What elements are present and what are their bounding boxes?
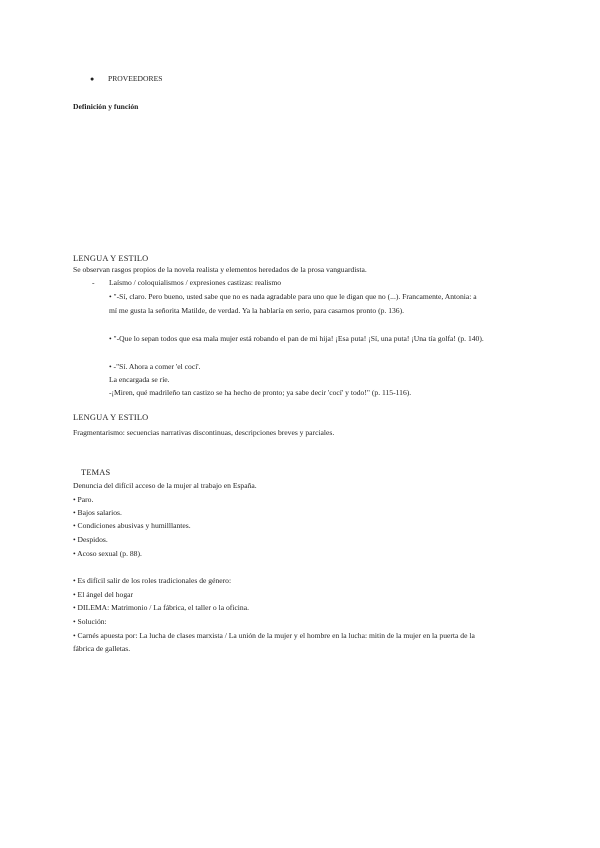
quote-1-line-1: • "-Sí, claro. Pero bueno, usted sabe que no es nada agradable para uno que le digan que no (...). Francamente, Antonia: a (109, 292, 477, 301)
dash-marker: - (92, 278, 95, 287)
quote-1-line-2: mí me gusta la señorita Matilde, de verdad. Ya la hablaría en serio, para casarnos pronto (p. 136). (109, 306, 405, 315)
list-item: • Paro. (73, 495, 94, 504)
list-item: • Despidos. (73, 535, 108, 544)
list-item-last-line-1: • Carnés apuesta por: La lucha de clases marxista / La unión de la mujer y el hombre en la lucha: mitin de la mujer en la puerta de la (73, 631, 475, 640)
list-item: • Bajos salarios. (73, 508, 122, 517)
list-item: • Es difícil salir de los roles tradicionales de género: (73, 576, 232, 585)
quote-3-line-2: La encargada se ríe. (109, 375, 170, 384)
list-item: • Solución: (73, 617, 107, 626)
subheading: Definición y función (73, 102, 139, 111)
list-item: • El ángel del hogar (73, 590, 134, 599)
list-item: • DILEMA: Matrimonio / La fábrica, el taller o la oficina. (73, 603, 249, 612)
temas-intro: Denuncia del difícil acceso de la mujer al trabajo en España. (73, 481, 257, 490)
list-item-last-line-2: fábrica de galletas. (73, 644, 131, 653)
list-item-proveedores: PROVEEDORES (108, 74, 163, 83)
bullet-icon: ● (90, 75, 95, 83)
dash-item: Laísmo / coloquialismos / expresiones castizas: realismo (109, 278, 282, 287)
section-heading-temas: TEMAS (81, 468, 111, 477)
quote-3-line-1: • -"Sí. Ahora a comer 'el cocí'. (109, 362, 201, 371)
list-item: • Acoso sexual (p. 88). (73, 549, 142, 558)
quote-3-line-3: -¡Miren, qué madrileño tan castizo se ha hecho de pronto; ya sabe decir 'cocí' y todo!" (p. 115-116). (109, 388, 412, 397)
section-intro: Se observan rasgos propios de la novela realista y elementos heredados de la prosa vanguardista. (73, 265, 367, 274)
fragmentarismo-text: Fragmentarismo: secuencias narrativas discontinuas, descripciones breves y parciales. (73, 428, 335, 437)
section-heading-lengua-estilo-1: LENGUA Y ESTILO (73, 254, 149, 263)
list-item: • Condiciones abusivas y humilllantes. (73, 521, 191, 530)
quote-2: • "-Que lo sepan todos que esa mala mujer está robando el pan de mi hija! ¡Esa puta! ¡Sí, una puta! ¡Una tía golfa! (p. 140). (109, 334, 484, 343)
section-heading-lengua-estilo-2: LENGUA Y ESTILO (73, 413, 149, 422)
